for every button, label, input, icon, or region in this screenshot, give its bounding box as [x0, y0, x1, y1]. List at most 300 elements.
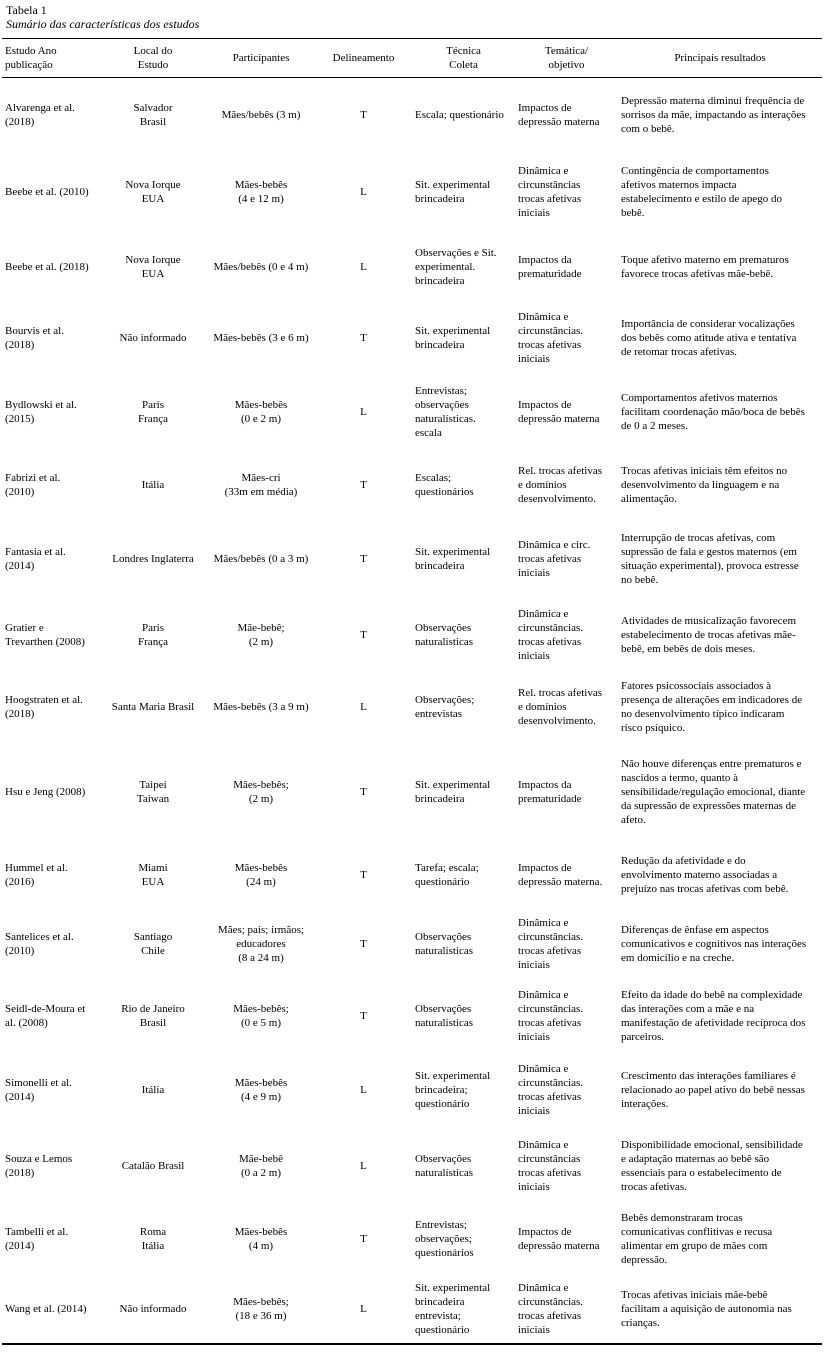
cell-line: L	[360, 701, 367, 713]
cell-line: Souza e Lemos	[5, 1152, 73, 1165]
cell-line: Fabrizi et al.	[5, 472, 61, 484]
cell-line: Mães/bebês (0 e 4 m)	[213, 261, 309, 273]
cell-line: prematuridade	[518, 793, 582, 805]
cell-line: Impactos de	[518, 398, 572, 411]
cell-line: (4 e 9 m)	[240, 1090, 281, 1103]
location-cell	[99, 78, 207, 152]
cell-line: T	[360, 552, 367, 565]
cell-line: Sit. experimental	[415, 545, 491, 558]
cell-line: depressão materna	[518, 412, 600, 425]
cell-line: (2 m)	[248, 793, 274, 805]
table-header-row	[2, 39, 822, 78]
cell-line: Mães-bebês (3 a 9 m)	[213, 701, 309, 713]
participants-cell	[207, 1052, 315, 1128]
cell-line: alimentação.	[621, 493, 677, 505]
cell-line: Mães-cri	[241, 472, 281, 484]
technique-cell	[412, 152, 515, 232]
cell-line: Taiwan	[136, 793, 170, 805]
participants-cell	[207, 152, 315, 232]
table-row	[2, 1275, 822, 1344]
design-cell	[315, 1052, 412, 1128]
cell-line: (2018)	[5, 339, 35, 351]
results-cell	[618, 374, 822, 450]
technique-cell	[412, 1128, 515, 1204]
cell-line: Fantasia et al.	[5, 545, 66, 558]
cell-line: prematuridade	[518, 268, 582, 280]
theme-cell	[515, 78, 618, 152]
cell-line: Taipei	[139, 779, 167, 791]
cell-line: naturalísticas	[415, 1017, 474, 1029]
table-row	[2, 450, 822, 521]
location-cell	[99, 981, 207, 1052]
cell-line: naturalísticas	[415, 635, 474, 648]
cell-line: brincadeira	[415, 559, 465, 572]
table-row	[2, 597, 822, 673]
study-cell	[2, 152, 99, 232]
cell-line: Entrevistas;	[415, 1219, 467, 1231]
cell-line: Paris	[142, 621, 164, 634]
cell-line: Bydlowski et al.	[5, 398, 77, 411]
cell-line: Impactos de	[518, 101, 572, 114]
cell-line: questionários	[415, 486, 474, 498]
design-cell	[315, 597, 412, 673]
cell-line: Nova Iorque	[125, 254, 181, 266]
cell-line: T	[360, 332, 367, 344]
cell-line: iniciais	[518, 1323, 550, 1336]
location-cell	[99, 521, 207, 597]
cell-line: trocas afetivas	[518, 635, 582, 648]
theme-cell	[515, 152, 618, 232]
cell-line: Importância de considerar vocalizações	[621, 318, 795, 330]
cell-line: al. (2008)	[5, 1017, 48, 1029]
results-cell	[618, 1128, 822, 1204]
cell-line: Mães; pais; irmãos;	[217, 923, 305, 936]
table-subtitle: Sumário das características dos estudos	[6, 17, 200, 31]
participants-cell	[207, 742, 315, 843]
table-row	[2, 232, 822, 303]
cell-line: sensibilidade/regulação emocional, diante	[621, 786, 806, 798]
table-row	[2, 303, 822, 374]
technique-cell	[412, 450, 515, 521]
cell-line: Impactos da	[518, 779, 572, 791]
participants-cell	[207, 450, 315, 521]
cell-line: França	[138, 635, 168, 648]
study-cell	[2, 673, 99, 742]
results-cell	[618, 303, 822, 374]
cell-line: Impactos de	[518, 861, 572, 874]
cell-line: (2014)	[5, 1240, 35, 1252]
location-cell	[99, 374, 207, 450]
cell-line: Estudo Ano	[5, 45, 57, 57]
cell-line: Brasil	[139, 115, 167, 128]
cell-line: naturalísticas	[415, 944, 474, 957]
design-cell	[315, 907, 412, 981]
cell-line: T	[360, 1010, 367, 1022]
location-cell	[99, 673, 207, 742]
studies-table	[2, 38, 822, 1345]
technique-cell	[412, 673, 515, 742]
cell-line: Diferenças de ênfase em aspectos	[621, 923, 769, 936]
cell-line: desenvolvimento.	[518, 715, 596, 727]
cell-line: Dinâmica e circ.	[518, 538, 591, 551]
cell-line: circunstâncias.	[518, 1003, 584, 1015]
results-cell	[618, 597, 822, 673]
cell-line: Chile	[141, 944, 165, 957]
cell-line: parceiros.	[621, 1031, 665, 1043]
cell-line: Impactos de	[518, 1226, 572, 1238]
cell-line: L	[360, 185, 367, 198]
cell-line: Observações	[415, 1003, 472, 1015]
cell-line: naturalísticas	[415, 1166, 474, 1179]
technique-cell	[412, 1275, 515, 1344]
study-cell	[2, 303, 99, 374]
participants-cell	[207, 1128, 315, 1204]
cell-line: (2015)	[5, 412, 35, 425]
technique-cell	[412, 1052, 515, 1128]
cell-line: (2014)	[5, 559, 35, 572]
cell-line: Redução da afetividade e do	[621, 854, 746, 867]
cell-line: presença de alterações em indicadores de	[621, 694, 803, 706]
cell-line: Mães-bebês	[234, 861, 288, 874]
table-row	[2, 1204, 822, 1275]
table-row	[2, 673, 822, 742]
cell-line: circunstâncias.	[518, 325, 584, 337]
cell-line: experimental.	[415, 261, 476, 273]
cell-line: L	[360, 261, 367, 273]
cell-line: relacionado ao papel ativo do bebê nessas	[621, 1083, 805, 1096]
study-cell	[2, 1128, 99, 1204]
theme-cell	[515, 1275, 618, 1344]
table-row	[2, 152, 822, 232]
cell-line: (2016)	[5, 875, 35, 888]
cell-line: Itália	[141, 1240, 165, 1252]
cell-line: trocas afetivas	[518, 1017, 582, 1029]
cell-line: risco psíquico.	[621, 722, 686, 734]
cell-line: Rio de Janeiro	[121, 1003, 185, 1015]
cell-line: Brasil	[139, 1017, 167, 1029]
cell-line: Observações e Sit.	[415, 247, 497, 259]
participants-cell	[207, 907, 315, 981]
cell-line: desenvolvimento da linguagem e na	[621, 479, 780, 491]
cell-line: T	[360, 937, 367, 950]
cell-line: (2010)	[5, 944, 35, 957]
cell-line: iniciais	[518, 1180, 550, 1193]
cell-line: Toque afetivo materno em prematuros	[621, 254, 789, 266]
cell-line: Local do	[133, 45, 173, 57]
cell-line: no bebê.	[621, 573, 659, 586]
cell-line: (33m em média)	[224, 486, 298, 498]
cell-line: Hummel et al.	[5, 861, 68, 874]
cell-line: entrevista;	[415, 1309, 461, 1322]
study-cell	[2, 981, 99, 1052]
theme-cell	[515, 374, 618, 450]
cell-line: estabelecimento e estilo de apego do	[621, 192, 782, 205]
location-cell	[99, 450, 207, 521]
cell-line: Seidl-de-Moura et	[5, 1003, 86, 1015]
study-cell	[2, 1204, 99, 1275]
cell-line: no desenvolvimento típico indicaram	[621, 708, 785, 720]
cell-line: estabelecimento de trocas afetivas mãe-	[621, 628, 796, 641]
results-cell	[618, 1275, 822, 1344]
cell-line: observações;	[415, 1233, 472, 1245]
cell-line: Temática/	[544, 45, 589, 57]
cell-line: Trocas afetivas iniciais mãe-bebê	[621, 1288, 768, 1301]
cell-line: circunstâncias.	[518, 1076, 584, 1089]
participants-cell	[207, 521, 315, 597]
cell-line: Dinâmica e	[518, 1062, 569, 1075]
cell-line: (4 e 12 m)	[238, 192, 284, 205]
cell-line: Catalão Brasil	[121, 1159, 185, 1172]
cell-line: e domínios	[518, 479, 567, 491]
cell-line: observações	[415, 398, 469, 411]
cell-line: trocas afetivas	[518, 1166, 582, 1179]
cell-line: T	[360, 786, 367, 798]
cell-line: Roma	[139, 1226, 167, 1238]
results-cell	[618, 981, 822, 1052]
cell-line: trocas afetivas	[518, 192, 582, 205]
cell-line: L	[360, 1083, 367, 1096]
cell-line: França	[138, 412, 168, 425]
cell-line: favorece trocas afetivas mãe-bebê.	[621, 268, 774, 280]
results-cell	[618, 78, 822, 152]
cell-line: questionário	[415, 875, 470, 888]
cell-line: Entrevistas;	[415, 384, 467, 397]
cell-line: circunstâncias.	[518, 1295, 584, 1308]
cell-line: e domínios	[518, 701, 567, 713]
table-row	[2, 374, 822, 450]
cell-line: iniciais	[518, 1031, 550, 1043]
cell-line: (2018)	[5, 708, 35, 720]
cell-line: T	[360, 1233, 367, 1245]
cell-line: Mães-bebês	[234, 1226, 288, 1238]
cell-line: Observações	[415, 621, 472, 634]
cell-line: Santa Maria Brasil	[111, 701, 195, 713]
cell-line: trocas afetivas.	[621, 1180, 687, 1193]
cell-line: circunstâncias	[518, 178, 581, 191]
cell-line: Alvarenga et al.	[5, 101, 75, 114]
cell-line: Tarefa; escala;	[415, 861, 479, 874]
cell-line: Itália	[141, 479, 165, 491]
design-cell	[315, 152, 412, 232]
table-row	[2, 742, 822, 843]
cell-line: Técnica	[446, 45, 481, 57]
study-cell	[2, 374, 99, 450]
column-header-theme	[515, 39, 618, 78]
results-cell	[618, 1204, 822, 1275]
cell-line: facilitam a aquisição de autonomia nas	[621, 1302, 792, 1315]
cell-line: afeto.	[621, 814, 646, 826]
cell-line: Miami	[138, 861, 168, 874]
cell-line: (2018)	[5, 1166, 35, 1179]
cell-line: Mães/bebês (0 a 3 m)	[213, 552, 309, 565]
table-row	[2, 1128, 822, 1204]
cell-line: Mães-bebês;	[233, 1003, 289, 1015]
study-cell	[2, 1052, 99, 1128]
cell-line: brincadeira	[415, 192, 465, 205]
cell-line: publicação	[5, 59, 53, 71]
cell-line: nascidos a termo, quanto à	[621, 772, 738, 784]
cell-line: (18 e 36 m)	[235, 1309, 287, 1322]
design-cell	[315, 673, 412, 742]
design-cell	[315, 374, 412, 450]
cell-line: afetivos maternos impacta	[621, 178, 737, 191]
cell-line: Observações	[415, 1152, 472, 1165]
table-row	[2, 78, 822, 152]
cell-line: Mães/bebês (3 m)	[221, 108, 301, 121]
cell-line: Hsu e Jeng (2008)	[5, 786, 86, 798]
cell-line: da supressão de expressões maternas de	[621, 800, 797, 812]
cell-line: prejuízo nas trocas afetivas com bebê.	[621, 882, 789, 895]
cell-line: iniciais	[518, 566, 550, 579]
cell-line: trocas afetivas	[518, 1309, 582, 1322]
cell-line: interações.	[621, 1097, 669, 1110]
location-cell	[99, 907, 207, 981]
table-row	[2, 843, 822, 907]
cell-line: T	[360, 479, 367, 491]
cell-line: depressão materna	[518, 1240, 600, 1252]
cell-line: de retomar trocas afetivas.	[621, 346, 738, 358]
study-cell	[2, 78, 99, 152]
cell-line: Comportamentos afetivos maternos	[621, 391, 778, 404]
cell-line: circunstâncias.	[518, 621, 584, 634]
cell-line: (2 m)	[248, 635, 274, 648]
design-cell	[315, 981, 412, 1052]
cell-line: brincadeira	[415, 339, 465, 351]
technique-cell	[412, 1204, 515, 1275]
location-cell	[99, 742, 207, 843]
location-cell	[99, 843, 207, 907]
cell-line: Dinâmica e	[518, 989, 569, 1001]
cell-line: (0 e 2 m)	[240, 412, 281, 425]
cell-line: brincadeira;	[415, 1083, 468, 1096]
cell-line: alimentar em grupo de mães com	[621, 1240, 768, 1252]
cell-line: brincadeira	[415, 275, 465, 287]
cell-line: Coleta	[449, 59, 478, 71]
cell-line: Crescimento das interações familiares é	[621, 1069, 796, 1082]
column-header-participants	[207, 39, 315, 78]
design-cell	[315, 450, 412, 521]
technique-cell	[412, 78, 515, 152]
participants-cell	[207, 597, 315, 673]
technique-cell	[412, 843, 515, 907]
cell-line: Depressão materna diminui frequência de	[621, 94, 805, 107]
cell-line: Nova Iorque	[125, 178, 181, 191]
cell-line: questionário	[415, 1097, 470, 1110]
study-cell	[2, 843, 99, 907]
cell-line: Atividades de musicalização favorecem	[621, 614, 797, 627]
cell-line: Hoogstraten et al.	[5, 694, 83, 706]
technique-cell	[412, 742, 515, 843]
cell-line: (2010)	[5, 486, 35, 498]
cell-line: brincadeira	[415, 793, 465, 805]
cell-line: Não informado	[119, 1302, 187, 1315]
theme-cell	[515, 303, 618, 374]
results-cell	[618, 907, 822, 981]
cell-line: com o bebê.	[621, 122, 675, 135]
design-cell	[315, 1275, 412, 1344]
design-cell	[315, 843, 412, 907]
cell-line: (4 m)	[248, 1240, 274, 1252]
location-cell	[99, 1204, 207, 1275]
results-cell	[618, 1052, 822, 1128]
cell-line: Mãe-bebê	[239, 1152, 283, 1165]
column-header-results	[618, 39, 822, 78]
cell-line: Londres Inglaterra	[112, 552, 194, 565]
cell-line: comunicativos e cognitivos nas interações	[621, 937, 807, 950]
cell-line: escala	[415, 426, 442, 439]
cell-line: supressão de fala e gestos maternos (em	[621, 545, 797, 558]
cell-line: circunstâncias.	[518, 930, 584, 943]
column-header-study	[2, 39, 99, 78]
results-cell	[618, 232, 822, 303]
results-cell	[618, 521, 822, 597]
study-cell	[2, 521, 99, 597]
cell-line: L	[360, 1302, 367, 1315]
study-cell	[2, 232, 99, 303]
cell-line: (0 a 2 m)	[240, 1166, 281, 1179]
participants-cell	[207, 1204, 315, 1275]
theme-cell	[515, 981, 618, 1052]
cell-line: Escala; questionário	[415, 108, 504, 121]
participants-cell	[207, 232, 315, 303]
theme-cell	[515, 673, 618, 742]
location-cell	[99, 1275, 207, 1344]
cell-line: Disponibilidade emocional, sensibilidade	[621, 1138, 803, 1151]
cell-line: Impactos da	[518, 254, 572, 266]
cell-line: Mães-bebês;	[233, 1295, 289, 1308]
participants-cell	[207, 981, 315, 1052]
design-cell	[315, 303, 412, 374]
cell-line: (2014)	[5, 1090, 35, 1103]
cell-line: iniciais	[518, 206, 550, 219]
participants-cell	[207, 303, 315, 374]
technique-cell	[412, 374, 515, 450]
technique-cell	[412, 303, 515, 374]
cell-line: trocas afetivas	[518, 339, 582, 351]
theme-cell	[515, 742, 618, 843]
cell-line: dos bebês como atitude ativa e tentativa	[621, 332, 797, 344]
cell-line: entrevistas	[415, 708, 463, 720]
cell-line: Fatores psicossociais associados à	[621, 680, 771, 692]
design-cell	[315, 1128, 412, 1204]
cell-line: questionário	[415, 1323, 470, 1336]
cell-line: Sit. experimental	[415, 1069, 491, 1082]
cell-line: Mães-bebês;	[233, 779, 289, 791]
cell-line: em domicílio e na creche.	[621, 951, 735, 964]
cell-line: sorrisos da mãe, impactando as interações	[621, 108, 806, 121]
cell-line: depressão materna.	[518, 875, 603, 888]
cell-line: T	[360, 868, 367, 881]
column-header-design	[315, 39, 412, 78]
cell-line: naturalísticas.	[415, 412, 476, 425]
cell-line: (0 e 5 m)	[240, 1017, 281, 1029]
cell-line: manifestação de afetividade recíproca dos	[621, 1017, 806, 1029]
cell-line: T	[360, 628, 367, 641]
cell-line: Mãe-bebê;	[237, 621, 285, 634]
theme-cell	[515, 521, 618, 597]
design-cell	[315, 78, 412, 152]
cell-line: L	[360, 1159, 367, 1172]
cell-line: Sit. experimental	[415, 325, 491, 337]
location-cell	[99, 232, 207, 303]
participants-cell	[207, 374, 315, 450]
study-cell	[2, 450, 99, 521]
theme-cell	[515, 450, 618, 521]
study-cell	[2, 742, 99, 843]
cell-line: Delineamento	[332, 52, 395, 64]
cell-line: Dinâmica e	[518, 1281, 569, 1294]
cell-line: Estudo	[137, 59, 169, 71]
